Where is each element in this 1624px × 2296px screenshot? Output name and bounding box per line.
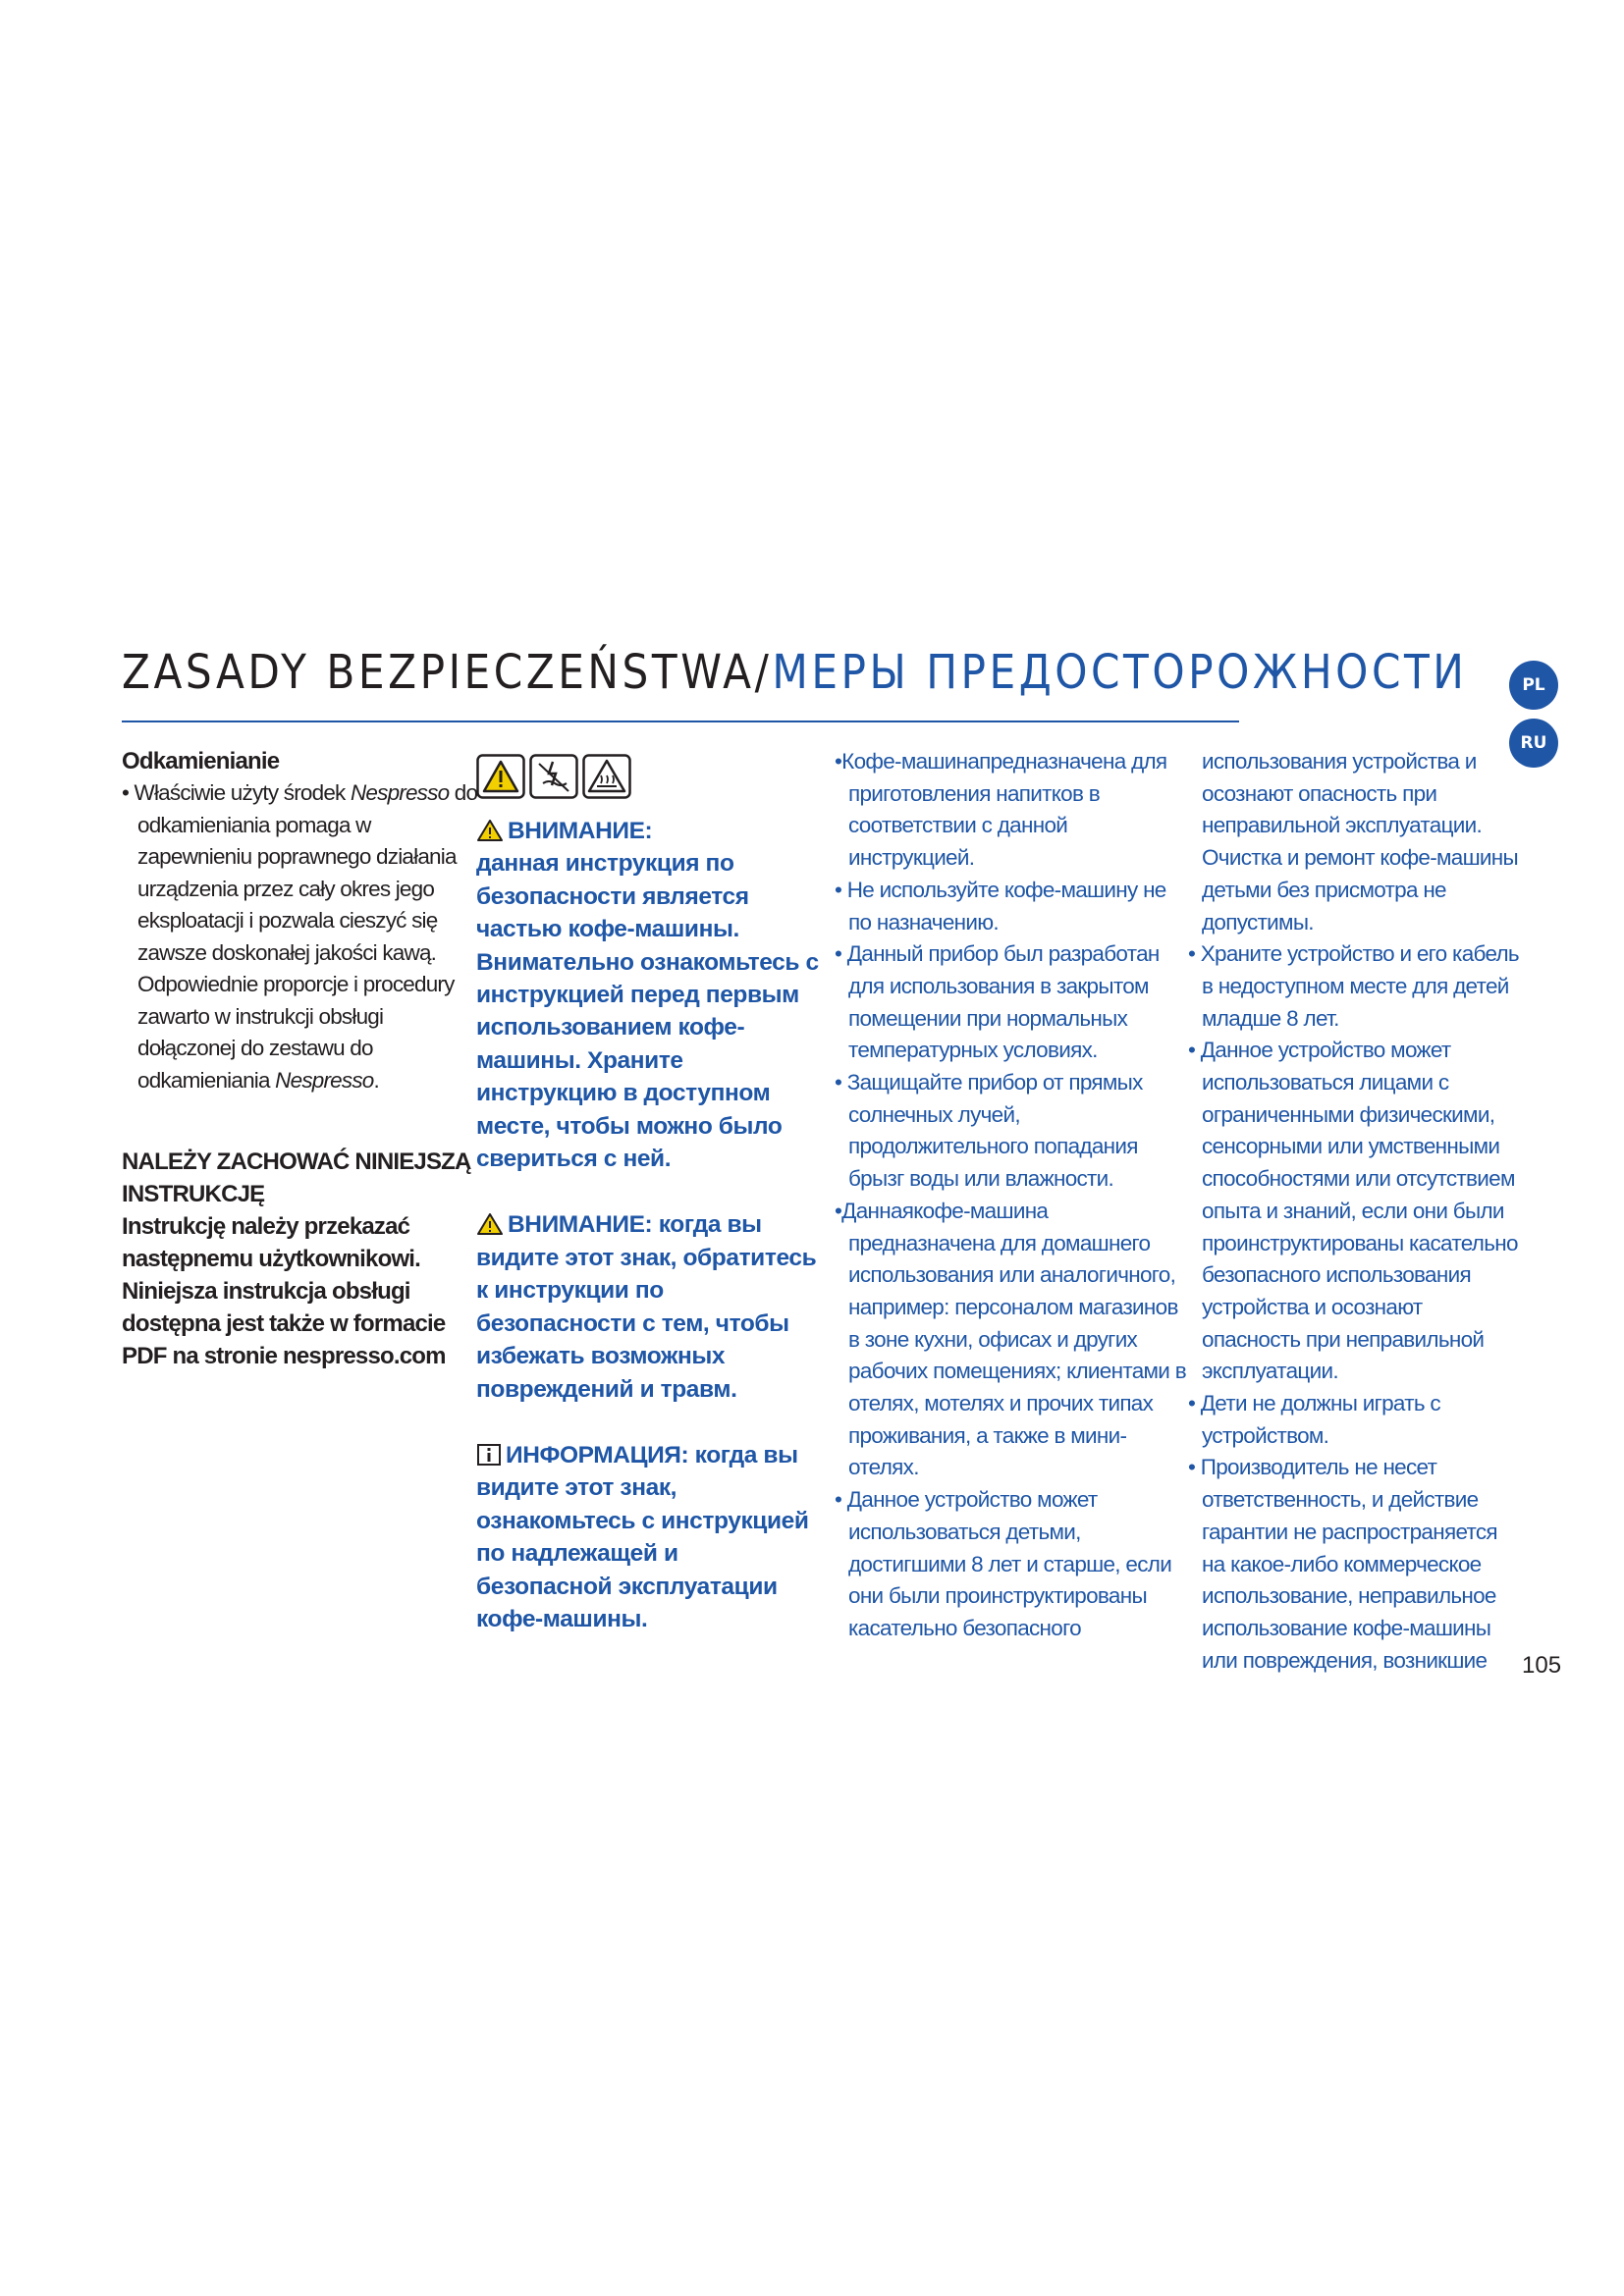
page-title-ru: МЕРЫ ПРЕДОСТОРОЖНОСТИ (772, 645, 1468, 700)
warning-triangle-icon (476, 754, 525, 799)
language-badge-pl: PL (1509, 661, 1558, 710)
column-descaling-pl (122, 746, 480, 1372)
warning-block-2: ВНИМАНИЕ: когда вы видите этот знак, обратитесь к инструкции по безопасности с тем, чтобы избежать возможных повреждений и травм. (476, 1211, 817, 1403)
hot-surface-icon (582, 754, 631, 799)
list-item: •Кофе-машинапредназначена для приготовления напитков в соответствии с данной инструкцией. (835, 749, 1167, 871)
page-title (122, 643, 1468, 702)
title-rule (122, 721, 1239, 722)
warning-icon (476, 1212, 504, 1236)
descaling-heading: Odkamienianie (122, 748, 280, 774)
info-block: ИНФОРМАЦИЯ: когда вы видите этот знак, ознакомьтесь с инструкцией по надлежащей и безопасной эксплуатации кофе-машины. (476, 1441, 809, 1632)
column-warnings-ru (476, 754, 820, 1669)
electric-shock-icon (529, 754, 578, 799)
list-item: • Данное устройство может использоваться лицами с ограниченными физическими, сенсорными или умственными способностями или отсутствием опыта и знаний, если они были проинструктированы касательно безопасного использования устройства и осознают опасность при неправильной эксплуатации. (1188, 1038, 1518, 1384)
warning-block-1: ВНИМАНИЕ: данная инструкция по безопасности является частью кофе-машины. Внимательно ознакомьтесь с инструкцией перед первым использованием кофе-машины. Храните инструкцию в доступном месте, чтобы можно было свериться с ней. (476, 818, 819, 1173)
warning-icon (476, 819, 504, 842)
list-item: • Дети не должны играть с устройством. (1188, 1391, 1440, 1448)
page-number: 105 (1522, 1652, 1562, 1679)
column-safety-list-1 (833, 746, 1191, 1645)
list-item: • Не используйте кофе-машину не по назначению. (835, 877, 1166, 934)
list-item: •Даннаякофе-машина предназначена для домашнего использования или аналогичного, например: персоналом магазинов в зоне кухни, офисах и других рабочих помещениях; клиентами в отелях, мотелях и прочих типах проживания, а также в мини-отелях. (835, 1198, 1186, 1480)
info-icon (476, 1443, 502, 1467)
descaling-bullet: • Właściwie użyty środek Nespresso do odkamieniania pomaga w zapewnieniu poprawnego działania urządzenia przez cały okres jego eksploatacji i pozwala cieszyć się zawsze doskonałej jakości kawą. Odpowiednie proporcje i procedury zawarto w instrukcji obsługi dołączonej do zestawu do odkamieniania Nespresso. (122, 780, 478, 1093)
list-item: • Производитель не несет ответственность, и действие гарантии не распространяется на какое-либо коммерческое использование, неправильное использование кофе-машины или повреждения, возникшие (1188, 1455, 1497, 1673)
list-item: • Данное устройство может использоваться детьми, достигшими 8 лет и старше, если они были проинструктированы касательно безопасного (835, 1487, 1172, 1640)
list-item-continued: использования устройства и осознают опасность при неправильной эксплуатации. Очистка и ремонт кофе-машины детьми без присмотра не допустимы. (1202, 749, 1518, 934)
safety-icons (476, 754, 820, 799)
list-item: • Данный прибор был разработан для использования в закрытом помещении при нормальных температурных условиях. (835, 941, 1160, 1063)
page-title-pl: ZASADY BEZPIECZEŃSTWA/ (122, 645, 773, 700)
list-item: • Защищайте прибор от прямых солнечных лучей, продолжительного попадания брызг воды или влажности. (835, 1070, 1143, 1192)
column-safety-list-2 (1186, 746, 1525, 1677)
list-item: • Храните устройство и его кабель в недоступном месте для детей младше 8 лет. (1188, 941, 1519, 1031)
keep-instructions-notice: NALEŻY ZACHOWAĆ NINIEJSZĄ INSTRUKCJĘ Instrukcję należy przekazać następnemu użytkownikowi. Niniejsza instrukcja obsługi dostępna jest także w formacie PDF na stronie nespresso.com (122, 1148, 471, 1369)
language-badge-ru: RU (1509, 719, 1558, 768)
